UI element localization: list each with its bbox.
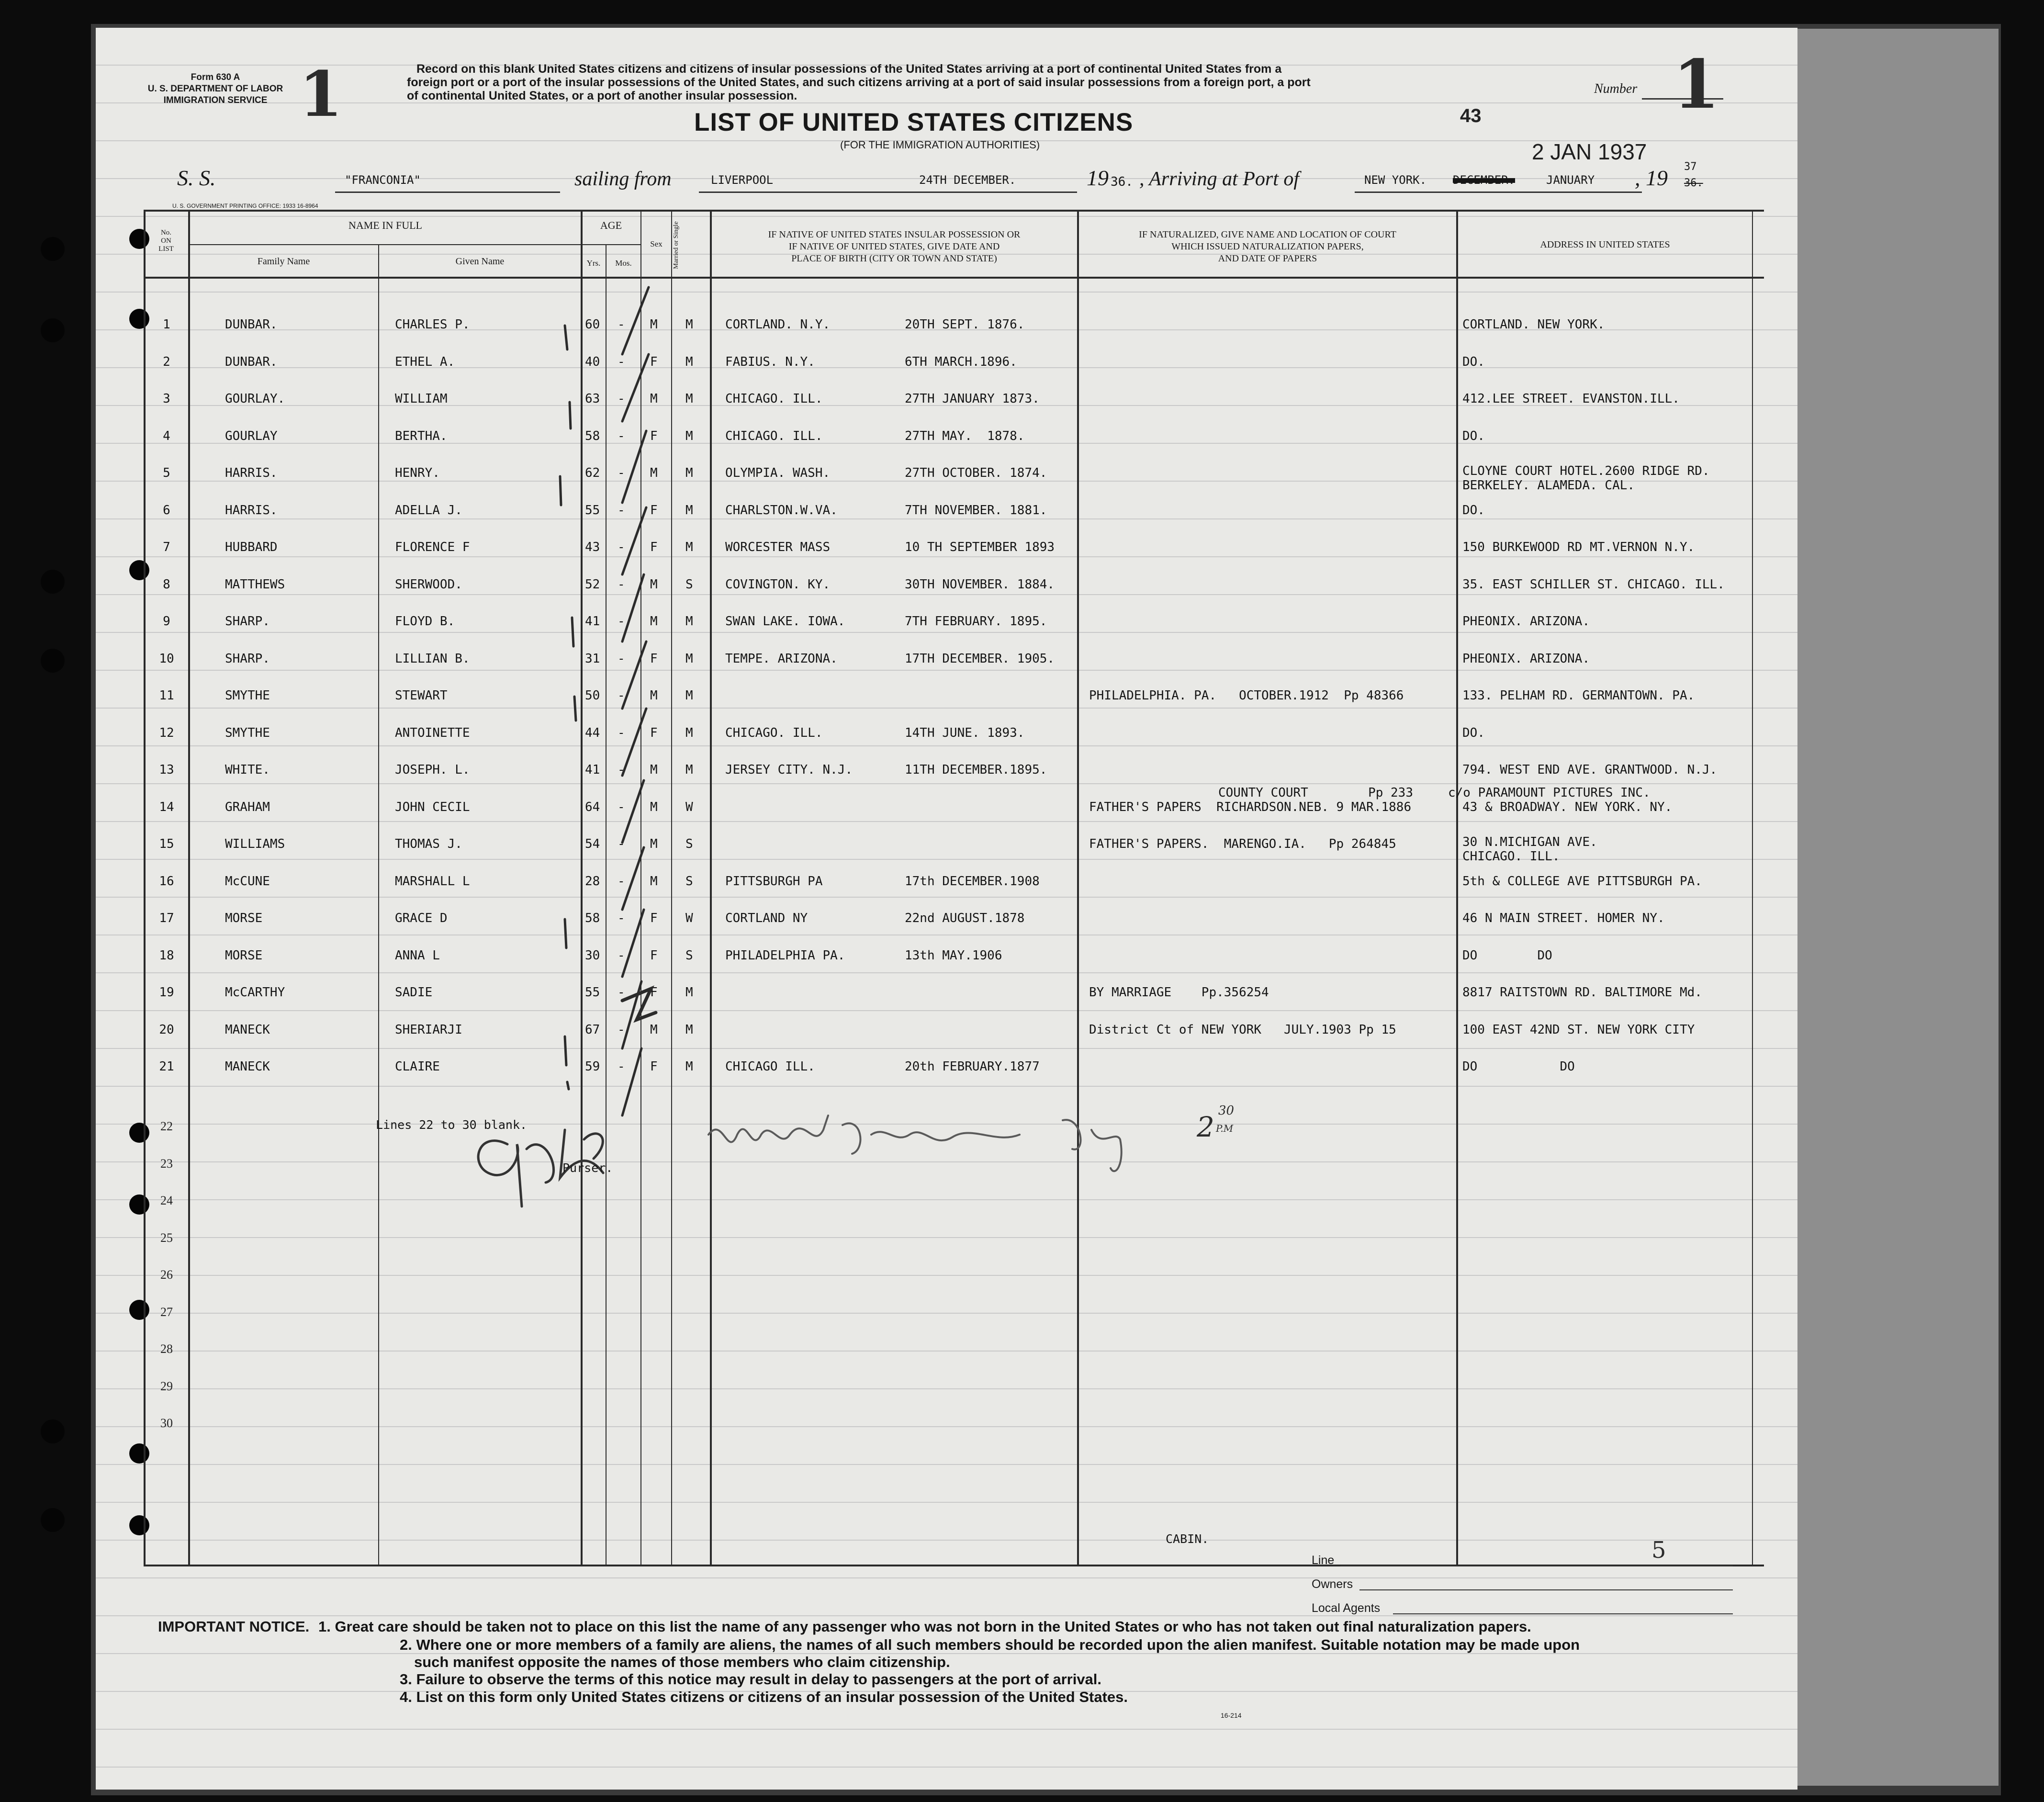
col-header-family-name: Family Name xyxy=(257,256,310,267)
birth-date: 27TH OCTOBER. 1874. xyxy=(905,466,1047,480)
row-number: 16 xyxy=(159,874,174,889)
sex: M xyxy=(650,763,658,777)
row-number: 15 xyxy=(159,837,174,851)
given-name: CHARLES P. xyxy=(395,317,470,332)
age-years: 67 xyxy=(585,1022,600,1037)
age-years: 64 xyxy=(585,800,600,814)
family-name: SHARP. xyxy=(225,614,270,629)
sex: F xyxy=(650,428,658,443)
age-months: - xyxy=(618,911,625,925)
tick-mark xyxy=(622,989,656,1020)
row-number: 3 xyxy=(163,392,170,406)
age-months: - xyxy=(618,1059,625,1074)
col-header-married-single: Married or Single xyxy=(673,221,680,270)
col-header-address: ADDRESS IN UNITED STATES xyxy=(1540,239,1670,250)
birth-date: 27TH JANUARY 1873. xyxy=(905,392,1040,406)
owners-label: Owners xyxy=(1312,1577,1353,1591)
stamp-number: 43 xyxy=(1460,105,1482,126)
marital-status: M xyxy=(685,1059,693,1074)
naturalization-info: PHILADELPHIA. PA. OCTOBER.1912 Pp 48366 xyxy=(1089,688,1404,703)
address-care-of: c/o PARAMOUNT PICTURES INC. xyxy=(1448,785,1651,800)
address: DO. xyxy=(1462,503,1485,518)
row-number: 4 xyxy=(163,428,170,443)
family-name: WILLIAMS xyxy=(225,837,285,851)
age-months: - xyxy=(618,577,625,592)
age-years: 43 xyxy=(585,540,600,554)
marital-status: M xyxy=(685,985,693,1000)
age-months: - xyxy=(618,317,625,332)
address-line-2: CHICAGO. ILL. xyxy=(1462,849,1560,864)
family-name: MANECK xyxy=(225,1022,270,1037)
purser-label: Purser. xyxy=(562,1161,613,1175)
birth-date: 10 TH SEPTEMBER 1893 xyxy=(905,540,1055,554)
marital-status: M xyxy=(685,1022,693,1037)
given-name: GRACE D xyxy=(395,911,448,925)
given-name: FLOYD B. xyxy=(395,614,455,629)
age-years: 58 xyxy=(585,911,600,925)
birth-date: 22nd AUGUST.1878 xyxy=(905,911,1025,925)
marital-status: S xyxy=(685,837,693,851)
struck-month: DECEMBER. xyxy=(1453,173,1516,187)
owners-underline xyxy=(1359,1589,1733,1590)
given-name: MARSHALL L xyxy=(395,874,470,889)
age-months: - xyxy=(618,948,625,963)
marital-status: S xyxy=(685,577,693,592)
family-name: MANECK xyxy=(225,1059,270,1074)
given-name: SADIE xyxy=(395,985,433,1000)
row-number: 27 xyxy=(160,1305,173,1319)
local-agents-label: Local Agents xyxy=(1312,1601,1381,1615)
notice-heading: IMPORTANT NOTICE. xyxy=(158,1618,310,1635)
col-header-birth-line: IF NATIVE OF UNITED STATES, GIVE DATE AND xyxy=(788,241,1000,252)
col-header-given-name: Given Name xyxy=(455,256,505,267)
sailing-from-label: sailing from xyxy=(574,168,672,190)
arrival-year-prefix: , 19 xyxy=(1635,166,1668,190)
marital-status: M xyxy=(685,540,693,554)
page-title: LIST OF UNITED STATES CITIZENS xyxy=(694,108,1134,136)
address: 30 N.MICHIGAN AVE. xyxy=(1462,835,1597,849)
row-number: 18 xyxy=(159,948,174,963)
given-name: CLAIRE xyxy=(395,1059,440,1074)
age-years: 41 xyxy=(585,763,600,777)
age-years: 54 xyxy=(585,837,600,851)
address: 133. PELHAM RD. GERMANTOWN. PA. xyxy=(1462,688,1695,703)
family-name: HARRIS. xyxy=(225,503,278,518)
handwritten-corner-mark: 1 xyxy=(299,57,343,131)
birth-date: 13th MAY.1906 xyxy=(905,948,1002,963)
sex: M xyxy=(650,577,658,592)
birth-place: CHARLSTON.W.VA. xyxy=(725,503,838,518)
line-underline xyxy=(1340,1565,1733,1566)
sex: F xyxy=(650,651,658,666)
naturalization-info: FATHER'S PAPERS. MARENGO.IA. Pp 264845 xyxy=(1089,837,1396,851)
birth-date: 6TH MARCH.1896. xyxy=(905,354,1017,369)
line-label: Line xyxy=(1312,1554,1335,1567)
marital-status: W xyxy=(685,800,693,814)
sex: M xyxy=(650,614,658,629)
given-name: HENRY. xyxy=(395,466,440,480)
local-agents-underline xyxy=(1393,1613,1733,1614)
family-name: DUNBAR. xyxy=(225,317,278,332)
address: DO. xyxy=(1462,428,1485,443)
birth-place: FABIUS. N.Y. xyxy=(725,354,815,369)
birth-date: 7TH FEBRUARY. 1895. xyxy=(905,614,1047,629)
age-months: - xyxy=(618,874,625,889)
given-name: SHERIARJI xyxy=(395,1022,462,1037)
marital-status: M xyxy=(685,428,693,443)
given-name: THOMAS J. xyxy=(395,837,462,851)
address: 35. EAST SCHILLER ST. CHICAGO. ILL. xyxy=(1462,577,1725,592)
row-number: 10 xyxy=(159,651,174,666)
birth-place: CORTLAND. N.Y. xyxy=(725,317,831,332)
age-years: 63 xyxy=(585,392,600,406)
birth-date: 7TH NOVEMBER. 1881. xyxy=(905,503,1047,518)
sex: M xyxy=(650,466,658,480)
tick-mark xyxy=(570,402,571,428)
notice-item: such manifest opposite the names of those members who claim citizenship. xyxy=(414,1654,950,1670)
arrival-year-struck: 36. xyxy=(1684,177,1703,189)
age-months: - xyxy=(618,354,625,369)
tick-mark xyxy=(560,476,561,505)
given-name: SHERWOOD. xyxy=(395,577,462,592)
family-name: HUBBARD xyxy=(225,540,278,554)
age-months: - xyxy=(618,985,625,1000)
birth-place: WORCESTER MASS xyxy=(725,540,831,554)
address: DO DO xyxy=(1462,1059,1575,1074)
naturalization-info: District Ct of NEW YORK JULY.1903 Pp 15 xyxy=(1089,1022,1396,1037)
row-number: 20 xyxy=(159,1022,174,1037)
birth-date: 30TH NOVEMBER. 1884. xyxy=(905,577,1055,592)
age-years: 44 xyxy=(585,725,600,740)
given-name: LILLIAN B. xyxy=(395,651,470,666)
naturalization-info: BY MARRIAGE Pp.356254 xyxy=(1089,985,1269,1000)
given-name: ANTOINETTE xyxy=(395,725,470,740)
sex: F xyxy=(650,985,658,1000)
department-name: U. S. DEPARTMENT OF LABOR xyxy=(147,84,283,94)
number-label: Number xyxy=(1594,81,1638,96)
age-months: - xyxy=(618,466,625,480)
row-number: 5 xyxy=(163,466,170,480)
sex: F xyxy=(650,725,658,740)
notice-item: 3. Failure to observe the terms of this notice may result in delay to passengers at the port of arrival. xyxy=(400,1671,1102,1688)
tick-mark xyxy=(565,326,567,349)
birth-place: CORTLAND NY xyxy=(725,911,808,925)
notice-item: 2. Where one or more members of a family are aliens, the names of all such members should be recorded upon the alien manifest. Suitable notation may be made upon xyxy=(400,1636,1580,1653)
birth-date: 14TH JUNE. 1893. xyxy=(905,725,1025,740)
address: DO. xyxy=(1462,354,1485,369)
row-number: 19 xyxy=(159,985,174,1000)
age-years: 60 xyxy=(585,317,600,332)
marital-status: M xyxy=(685,354,693,369)
given-name: BERTHA. xyxy=(395,428,448,443)
address: PHEONIX. ARIZONA. xyxy=(1462,651,1590,666)
birth-place: SWAN LAKE. IOWA. xyxy=(725,614,845,629)
row-number: 9 xyxy=(163,614,170,629)
time-note-minutes: 30 xyxy=(1218,1104,1235,1118)
family-name: GOURLAY xyxy=(225,428,278,443)
col-header-naturalization-line: WHICH ISSUED NATURALIZATION PAPERS, xyxy=(1171,241,1364,252)
row-number: 24 xyxy=(160,1194,173,1207)
notice-item: 4. List on this form only United States citizens or citizens of an insular possession of the United States. xyxy=(400,1689,1128,1705)
address: 794. WEST END AVE. GRANTWOOD. N.J. xyxy=(1462,763,1718,777)
naturalization-court: COUNTY COURT Pp 233 xyxy=(1218,785,1413,800)
col-header-name-in-full: NAME IN FULL xyxy=(348,219,422,231)
row-number: 12 xyxy=(159,725,174,740)
tick-mark xyxy=(567,1082,569,1089)
marital-status: M xyxy=(685,725,693,740)
birth-date: 20th FEBRUARY.1877 xyxy=(905,1059,1040,1074)
age-months: - xyxy=(618,1022,625,1037)
family-name: WHITE. xyxy=(225,763,270,777)
row-number: 22 xyxy=(160,1119,173,1133)
sex: F xyxy=(650,503,658,518)
age-years: 55 xyxy=(585,503,600,518)
address: CLOYNE COURT HOTEL.2600 RIDGE RD. xyxy=(1462,464,1710,478)
departure-port: LIVERPOOL xyxy=(711,173,774,187)
departure-date: 24TH DECEMBER. xyxy=(919,173,1016,187)
age-years: 28 xyxy=(585,874,600,889)
sex: M xyxy=(650,392,658,406)
record-notice-line: Record on this blank United States citizens and citizens of insular possessions of the United States arriving at a port of continental United States from a xyxy=(416,62,1282,76)
address: 150 BURKEWOOD RD MT.VERNON N.Y. xyxy=(1462,540,1695,554)
age-years: 50 xyxy=(585,688,600,703)
sex: M xyxy=(650,874,658,889)
age-years: 40 xyxy=(585,354,600,369)
marital-status: M xyxy=(685,763,693,777)
address-line-2: BERKELEY. ALAMEDA. CAL. xyxy=(1462,478,1635,493)
address: DO DO xyxy=(1462,948,1552,963)
age-years: 30 xyxy=(585,948,600,963)
departure-year-prefix: 19 xyxy=(1087,166,1109,190)
col-header-no-line: No. xyxy=(160,229,172,237)
row-number: 2 xyxy=(163,354,170,369)
notice-item: 1. Great care should be taken not to place on this list the name of any passenger who was not born in the United States or who has not taken out final naturalization papers. xyxy=(318,1618,1531,1635)
row-number: 13 xyxy=(159,763,174,777)
col-header-birth-line: IF NATIVE OF UNITED STATES INSULAR POSSESSION OR xyxy=(768,229,1021,240)
examiner-signature xyxy=(708,1115,1122,1171)
address: 46 N MAIN STREET. HOMER NY. xyxy=(1462,911,1665,925)
family-name: SMYTHE xyxy=(225,725,270,740)
row-number: 14 xyxy=(159,800,174,814)
row-number: 28 xyxy=(160,1342,173,1356)
ship-name: "FRANCONIA" xyxy=(345,173,421,187)
address: 8817 RAITSTOWN RD. BALTIMORE Md. xyxy=(1462,985,1702,1000)
tick-mark xyxy=(572,618,573,646)
given-name: ADELLA J. xyxy=(395,503,462,518)
birth-place: TEMPE. ARIZONA. xyxy=(725,651,838,666)
birth-date: 27TH MAY. 1878. xyxy=(905,428,1025,443)
col-header-age: AGE xyxy=(600,219,622,231)
age-years: 59 xyxy=(585,1059,600,1074)
col-header-yrs: Yrs. xyxy=(586,259,601,268)
marital-status: M xyxy=(685,688,693,703)
age-years: 31 xyxy=(585,651,600,666)
birth-place: CHICAGO. ILL. xyxy=(725,392,823,406)
arrival-month: JANUARY xyxy=(1546,173,1595,187)
print-code: 16-214 xyxy=(1221,1712,1242,1719)
address: PHEONIX. ARIZONA. xyxy=(1462,614,1590,629)
birth-place: JERSEY CITY. N.J. xyxy=(725,763,853,777)
birth-place: CHICAGO ILL. xyxy=(725,1059,815,1074)
marital-status: M xyxy=(685,503,693,518)
age-months: - xyxy=(618,503,625,518)
col-header-mos: Mos. xyxy=(615,259,632,268)
age-years: 62 xyxy=(585,466,600,480)
col-header-no-line: ON xyxy=(161,237,171,245)
birth-date: 20TH SEPT. 1876. xyxy=(905,317,1025,332)
address: CORTLAND. NEW YORK. xyxy=(1462,317,1605,332)
service-name: IMMIGRATION SERVICE xyxy=(163,95,268,105)
family-name: McCUNE xyxy=(225,874,270,889)
birth-place: CHICAGO. ILL. xyxy=(725,428,823,443)
page-mark: 5 xyxy=(1651,1537,1666,1564)
age-months: - xyxy=(618,614,625,629)
family-name: DUNBAR. xyxy=(225,354,278,369)
marital-status: M xyxy=(685,392,693,406)
age-years: 41 xyxy=(585,614,600,629)
row-number: 21 xyxy=(159,1059,174,1074)
age-months: - xyxy=(618,540,625,554)
sex: M xyxy=(650,837,658,851)
family-name: GOURLAY. xyxy=(225,392,285,406)
given-name: FLORENCE F xyxy=(395,540,470,554)
time-note-pm: P.M xyxy=(1216,1123,1234,1134)
marital-status: M xyxy=(685,317,693,332)
gpo-imprint: U. S. GOVERNMENT PRINTING OFFICE: 1933 16-8964 xyxy=(172,203,318,209)
given-name: WILLIAM xyxy=(395,392,448,406)
record-notice-line: of continental United States, or a port of another insular possession. xyxy=(407,89,797,102)
marital-status: W xyxy=(685,911,693,925)
birth-date: 17TH DECEMBER. 1905. xyxy=(905,651,1055,666)
family-name: HARRIS. xyxy=(225,466,278,480)
family-name: SHARP. xyxy=(225,651,270,666)
departure-year: 36. xyxy=(1111,175,1133,189)
row-number: 7 xyxy=(163,540,170,554)
birth-place: PITTSBURGH PA xyxy=(725,874,823,889)
form-number: Form 630 A xyxy=(191,72,240,82)
time-note: 2 xyxy=(1197,1111,1214,1143)
record-notice-line: foreign port or a port of the insular possessions of the United States, and such citizens arriving at a port of said insular possessions from a foreign port, a port xyxy=(407,76,1311,89)
marital-status: M xyxy=(685,466,693,480)
age-months: - xyxy=(618,428,625,443)
given-name: JOSEPH. L. xyxy=(395,763,470,777)
tick-mark xyxy=(565,919,566,948)
sex: M xyxy=(650,317,658,332)
family-name: SMYTHE xyxy=(225,688,270,703)
row-number: 23 xyxy=(160,1156,173,1171)
age-months: - xyxy=(618,725,625,740)
age-months: - xyxy=(618,763,625,777)
marital-status: S xyxy=(685,874,693,889)
row-number: 25 xyxy=(160,1230,173,1245)
row-number: 30 xyxy=(160,1416,173,1430)
page-subtitle: (FOR THE IMMIGRATION AUTHORITIES) xyxy=(840,139,1040,151)
naturalization-info: FATHER'S PAPERS RICHARDSON.NEB. 9 MAR.1886 xyxy=(1089,800,1412,814)
given-name: ANNA L xyxy=(395,948,440,963)
marital-status: S xyxy=(685,948,693,963)
row-number: 11 xyxy=(159,688,174,703)
row-number: 29 xyxy=(160,1379,173,1393)
address: 412.LEE STREET. EVANSTON.ILL. xyxy=(1462,392,1680,406)
sex: M xyxy=(650,688,658,703)
col-header-sex: Sex xyxy=(650,239,663,248)
address: 100 EAST 42ND ST. NEW YORK CITY xyxy=(1462,1022,1695,1037)
birth-date: 17th DECEMBER.1908 xyxy=(905,874,1040,889)
birth-place: PHILADELPHIA PA. xyxy=(725,948,845,963)
row-number: 6 xyxy=(163,503,170,518)
arrival-stamp-date: 2 JAN 1937 xyxy=(1532,139,1647,164)
col-header-naturalization-line: AND DATE OF PAPERS xyxy=(1218,253,1317,264)
birth-place: CHICAGO. ILL. xyxy=(725,725,823,740)
family-name: GRAHAM xyxy=(225,800,270,814)
age-years: 52 xyxy=(585,577,600,592)
row-number: 1 xyxy=(163,317,170,332)
age-months: - xyxy=(618,800,625,814)
blank-lines-note: Lines 22 to 30 blank. xyxy=(376,1118,528,1132)
family-name: MATTHEWS xyxy=(225,577,285,592)
col-header-birth-line: PLACE OF BIRTH (CITY OR TOWN AND STATE) xyxy=(791,253,997,264)
sex: F xyxy=(650,1059,658,1074)
marital-status: M xyxy=(685,651,693,666)
tick-mark xyxy=(565,1036,566,1065)
row-number: 8 xyxy=(163,577,170,592)
cabin-label: CABIN. xyxy=(1166,1532,1209,1546)
arriving-label: , Arriving at Port of xyxy=(1139,168,1300,190)
age-months: - xyxy=(618,392,625,406)
birth-place: OLYMPIA. WASH. xyxy=(725,466,831,480)
age-years: 58 xyxy=(585,428,600,443)
given-name: STEWART xyxy=(395,688,448,703)
age-years: 55 xyxy=(585,985,600,1000)
col-header-no-line: LIST xyxy=(158,245,174,253)
family-name: MORSE xyxy=(225,911,263,925)
marital-status: M xyxy=(685,614,693,629)
sex: M xyxy=(650,1022,658,1037)
given-name: JOHN CECIL xyxy=(395,800,470,814)
row-number: 17 xyxy=(159,911,174,925)
tick-mark xyxy=(574,697,576,721)
family-name: McCARTHY xyxy=(225,985,285,1000)
number-value: 1 xyxy=(1673,45,1720,124)
birth-date: 11TH DECEMBER.1895. xyxy=(905,763,1047,777)
given-name: ETHEL A. xyxy=(395,354,455,369)
ss-label: S. S. xyxy=(177,166,216,190)
address: 5th & COLLEGE AVE PITTSBURGH PA. xyxy=(1462,874,1702,889)
age-months: - xyxy=(618,837,625,851)
address: DO. xyxy=(1462,725,1485,740)
age-months: - xyxy=(618,688,625,703)
sex: M xyxy=(650,800,658,814)
age-months: - xyxy=(618,651,625,666)
sex: F xyxy=(650,354,658,369)
arrival-year: 37 xyxy=(1684,161,1697,173)
col-header-naturalization-line: IF NATURALIZED, GIVE NAME AND LOCATION OF COURT xyxy=(1139,229,1396,240)
arrival-port: NEW YORK. xyxy=(1364,173,1427,187)
address: 43 & BROADWAY. NEW YORK. NY. xyxy=(1462,800,1673,814)
sex: F xyxy=(650,540,658,554)
sex: F xyxy=(650,948,658,963)
sex: F xyxy=(650,911,658,925)
family-name: MORSE xyxy=(225,948,263,963)
row-number: 26 xyxy=(160,1268,173,1282)
birth-place: COVINGTON. KY. xyxy=(725,577,831,592)
